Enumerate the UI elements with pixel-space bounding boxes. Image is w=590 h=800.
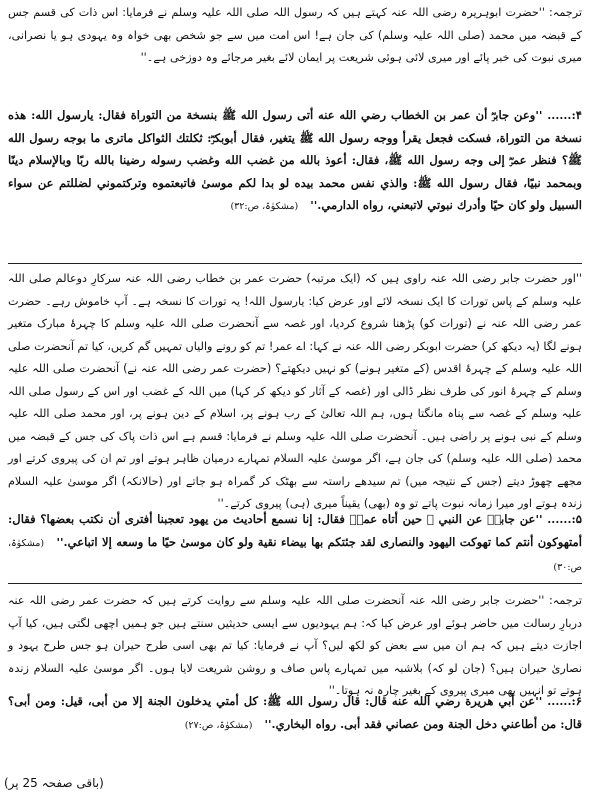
source-reference: (مشکوٰۃ، ص:۳۰) [8, 537, 582, 573]
source-reference: (مشکوٰۃ، ص:۳۲) [230, 201, 299, 212]
translation-paragraph-5: ترجمہ: ''حضرت جابر رضی اللہ عنہ آنحضرت صلی اللہ علیہ وسلم سے روایت کرتے ہیں کہ حضرت عمر رضی اللہ عنہ دربارِ رسالت میں حاضر ہوئے اور عرض کیا کہ: ہم یہودیوں سے ایسی حدیثیں سنتے ہیں جو ہمیں اچھی لگتی ہیں، کیا آپ اجازت دیتے ہیں کہ ہم ان میں سے بعض کو لکھ لیں؟ آپ نے فرمایا: کیا تم بھی اسی طرح حیران ہو جس طرح یہود و نصاریٰ حیران ہیں؟ (جان لو کہ) بلاشبہ میں تمہارے پاس صاف و روشن شریعت لایا ہوں۔ اگر موسیٰ علیہ السلام زندہ ہوتے تو انہیں بھی میری پیروی کے بغیر چارہ نہ ہوتا۔'' [8, 594, 582, 697]
hadith-arabic-paragraph-4 [8, 104, 582, 219]
translation-paragraph-1: ترجمہ: ''حضرت ابوہریرہ رضی اللہ عنہ کہتے ہیں کہ رسول اللہ صلی اللہ علیہ وسلم نے فرمایا: اس ذات کی قسم جس کے قبضہ میں محمد (صلی اللہ علیہ وسلم) کی جان ہے! اس امت میں سے جو شخص بھی خواہ وہ یہودی ہو یا نصرانی، میری نبوت کی خبر پائے اور میری لائی ہوئی شریعت پر ایمان لائے بغیر مرجائے وہ دوزخی ہے۔'' [8, 6, 582, 64]
continued-on-page-note: (باقی صفحہ 25 پر) [4, 776, 104, 790]
hadith-arabic-paragraph-6 [8, 690, 582, 737]
hadith-text: ۵:...... ''عن جابرؓ عن النبي ﷺ حين أتاه عمرؓ فقال: إنا نسمع أحاديث من يهود تعجبنا أفترى أن نكتب بعضها؟ فقال: أمتهوكون أنتم كما تهوكت اليهود والنصارى لقد جئتكم بها بيضاء نقية ولو كان موسىٰ حيًا ما وسعه إلا اتباعي.'' [8, 512, 582, 549]
section-divider [8, 583, 582, 584]
source-reference: (مشکوٰۃ، ص:۲۷) [184, 719, 253, 731]
hadith-text: ۶:...... ''عن أبي هريرة رضي الله عنه قال: قال رسول الله ﷺ: كل أمتي يدخلون الجنة إلا من أبى، قيل: ومن أبى؟ قال: من أطاعني دخل الجنة ومن عصاني فقد أبى. رواه البخاري.'' [8, 694, 582, 731]
hadith-arabic-paragraph-5 [8, 508, 582, 580]
hadith-text: ۴:...... ''وعن جابرؓ أن عمر بن الخطاب رضي الله عنه أتى رسول الله ﷺ بنسخة من التوراة فقال: يارسول الله: هذه نسخة من التوراة، فسكت فجعل يقرأ ووجه رسول الله ﷺ يتغير، فقال أبوبكرؓ: ثكلتك الثواكل ماترى ما بوجه رسول الله ﷺ؟ فنظر عمرؓ إلى وجه رسول الله ﷺ، فقال: أعوذ بالله من غضب الله وغضب رسوله رضينا بالله ربًا وبالإسلام دينًا وبمحمد نبيًا، فقال رسول الله ﷺ: والذي نفس محمد بيده لو بدا لكم موسىٰ فاتبعتموه وتركتموني لضللتم عن سواء السبيل ولو كان حيًا وأدرك نبوتي لاتبعني، رواه الدارمي.'' [8, 108, 582, 212]
section-divider [8, 263, 582, 264]
translation-paragraph-4: ''اور حضرت جابر رضی اللہ عنہ راوی ہیں کہ (ایک مرتبہ) حضرت عمر بن خطاب رضی اللہ عنہ سرکارِ دوعالم صلی اللہ علیہ وسلم کے پاس تورات کا ایک نسخہ لائے اور عرض کیا: یارسول اللہ! یہ تورات کا نسخہ ہے۔ آپ خاموش رہے۔ حضرت عمر رضی اللہ عنہ نے (تورات کو) پڑھنا شروع کردیا، اور غصہ سے آنحضرت صلی اللہ علیہ وسلم کا چہرۂ مبارک متغیر ہونے لگا (یہ دیکھ کر) حضرت ابوبکر رضی اللہ عنہ نے کہا: اے عمر! تم کو رونے والیاں تمہیں گم کریں، کیا تم آنحضرت صلی اللہ علیہ وسلم کے چہرۂ اقدس (کے متغیر ہونے) کو نہیں دیکھتے؟ (حضرت عمر رضی اللہ عنہ نے) آنحضرت صلی اللہ علیہ وسلم کے چہرۂ انور کی طرف نظر ڈالی اور (غصہ کے آثار کو دیکھ کر کہا) میں اللہ کے غضب اور اس کے رسول صلی اللہ علیہ وسلم کے غصہ سے پناہ مانگتا ہوں، ہم اللہ تعالیٰ کے رب ہونے پر، اسلام کے دین ہونے پر، اور محمد صلی اللہ علیہ وسلم کے نبی ہونے پر راضی ہیں۔ آنحضرت صلی اللہ علیہ وسلم نے فرمایا: قسم ہے اس ذات پاک کی جس کے قبضہ میں محمد (صلی اللہ علیہ وسلم) کی جان ہے، اگر موسیٰ علیہ السلام تمہارے درمیان ظاہر ہوتے اور تم ان کی پیروی کرتے اور مجھے چھوڑ دیتے (جس کے نتیجہ میں) تم سیدھے راستہ سے بھٹک کر گمراہ ہو جاتے اور (حالانکہ) اگر موسیٰ علیہ السلام زندہ ہوتے اور میرا زمانہ نبوت پاتے تو وہ (بھی) یقیناً میری (ہی) پیروی کرتے۔'' [8, 272, 582, 510]
